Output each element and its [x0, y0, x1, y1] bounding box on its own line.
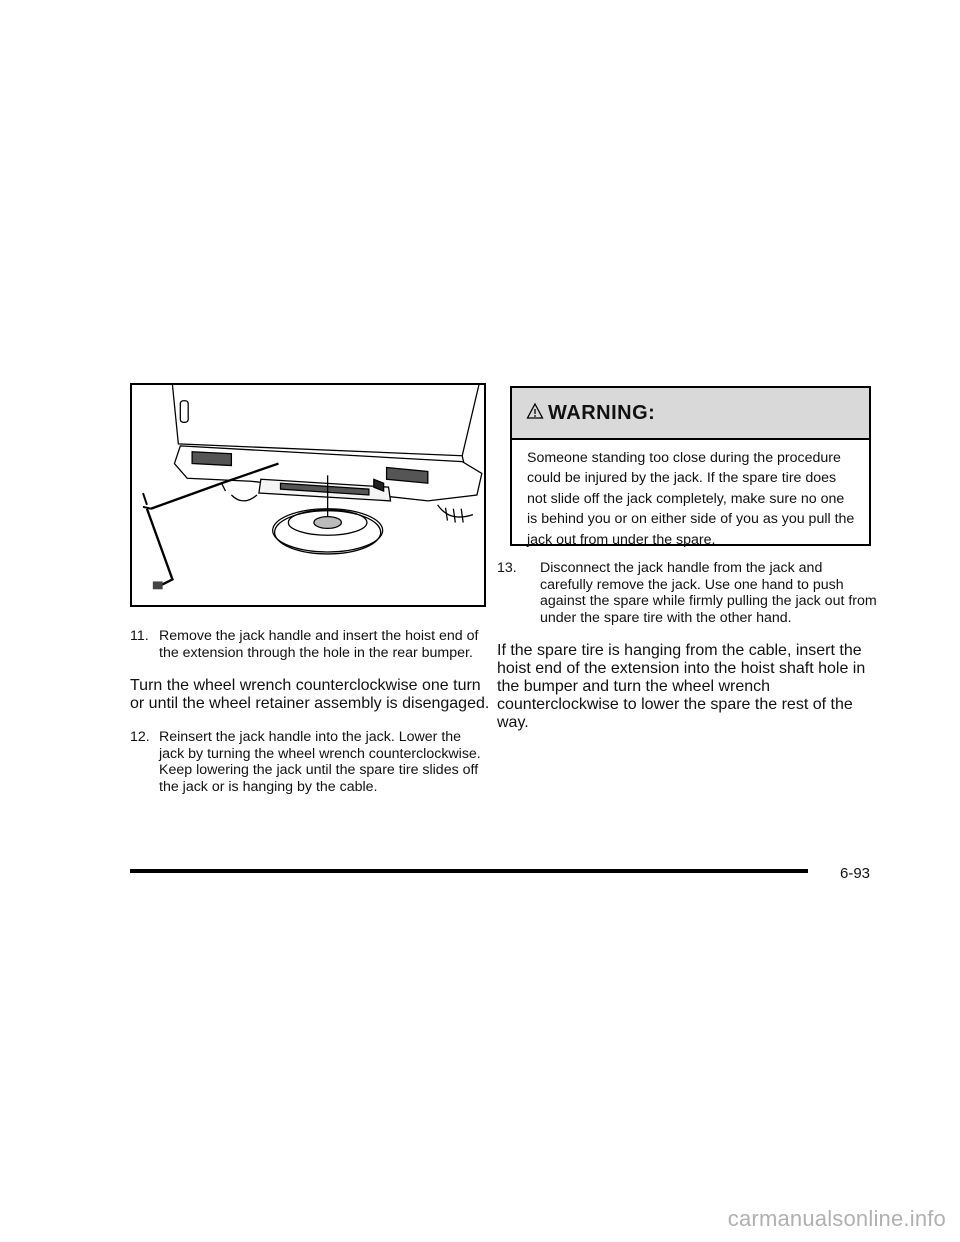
step-13 [497, 560, 877, 626]
warning-header [512, 388, 869, 440]
warning-title: WARNING: [548, 401, 656, 424]
step-11 [130, 628, 490, 661]
warning-text: Someone standing too close during the procedure could be injured by the jack. If the spare tire does not slide off the jack completely, make sure no one is behind you or on either side of you as you pull the jack out from under the spare. [527, 450, 855, 548]
step-text: Reinsert the jack handle into the jack. Lower the jack by turning the wheel wrench counterclockwise. Keep lowering the jack until the spare tire slides off the jack or is hanging by the cable. [159, 729, 481, 795]
caution-triangle-icon [526, 402, 544, 425]
left-column [130, 628, 490, 804]
footer-rule [130, 869, 808, 873]
step-number: 13. [497, 560, 517, 576]
step-text: Remove the jack handle and insert the hoist end of the extension through the hole in the rear bumper. [159, 628, 479, 661]
step-13-note: If the spare tire is hanging from the cable, insert the hoist end of the extension into the hoist shaft hole in the bumper and turn the wheel wrench counterclockwise to lower the spare the rest of the way. [497, 642, 866, 732]
page-number: 6-93 [840, 865, 871, 882]
step-number: 11. [130, 628, 149, 644]
warning-box [510, 386, 871, 546]
right-column [497, 560, 877, 748]
jack-extension-illustration [130, 383, 486, 607]
watermark: carmanualsonline.info [727, 1206, 946, 1231]
step-text: Disconnect the jack handle from the jack and carefully remove the jack. Use one hand to push against the spare while firmly pulling the jack out from under the spare tire with the other hand. [540, 560, 877, 626]
step-number: 12. [130, 729, 150, 746]
step-11-note: Turn the wheel wrench counterclockwise one turn or until the wheel retainer assembly is disengaged. [130, 677, 490, 713]
step-12 [130, 729, 490, 795]
